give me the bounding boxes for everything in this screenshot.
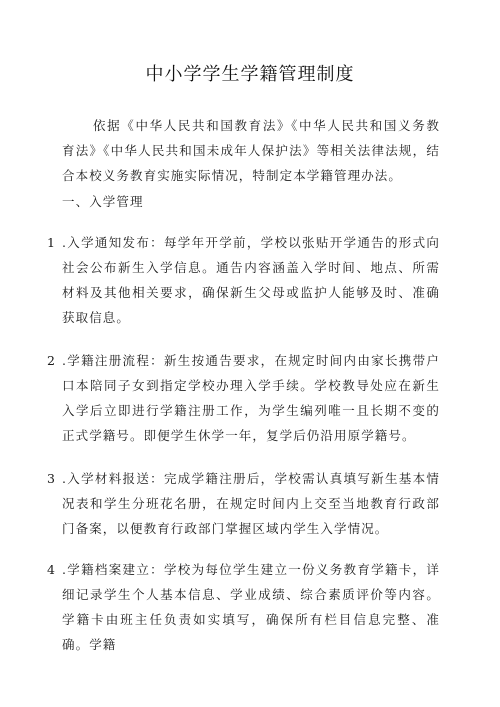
list-item [46, 466, 440, 541]
list-item-number: 1 [46, 235, 56, 250]
list-item [46, 348, 440, 448]
list-item-text: .入学材料报送：完成学籍注册后，学校需认真填写新生基本情况表和学生分班花名册，在规定时间内上交至当地教育行政部门备案，以便教育行政部门掌握区域内学生入学情况。 [62, 471, 440, 536]
list-item [46, 557, 440, 657]
list-item-text: .入学通知发布：每学年开学前，学校以张贴开学通告的形式向社会公布新生入学信息。通告内容涵盖入学时间、地点、所需材料及其他相关要求，确保新生父母或监护人能够及时、准确获取信息。 [62, 235, 440, 325]
section-heading-admission: 一、入学管理 [62, 194, 144, 209]
list-item-text: .学籍注册流程：新生按通告要求，在规定时间内由家长携带户口本陪同子女到指定学校办理入学手续。学校教导处应在新生入学后立即进行学籍注册工作，为学生编列唯一且长期不变的正式学籍号。即便学生休学一年，复学后仍沿用原学籍号。 [62, 353, 440, 443]
list-item-number: 4 [46, 562, 56, 577]
intro-paragraph: 依据《中华人民共和国教育法》《中华人民共和国义务教育法》《中华人民共和国未成年人保护法》等相关法律法规，结合本校义务教育实施实际情况，特制定本学籍管理办法。 [62, 118, 440, 183]
list-item [46, 230, 440, 330]
list-item-number: 3 [46, 471, 56, 486]
document-title: 中小学学生学籍管理制度 [145, 64, 355, 85]
list-item-number: 2 [46, 353, 56, 368]
list-item-text: .学籍档案建立：学校为每位学生建立一份义务教育学籍卡，详细记录学生个人基本信息、学业成绩、综合素质评价等内容。学籍卡由班主任负责如实填写，确保所有栏目信息完整、准确。学籍 [62, 562, 440, 652]
